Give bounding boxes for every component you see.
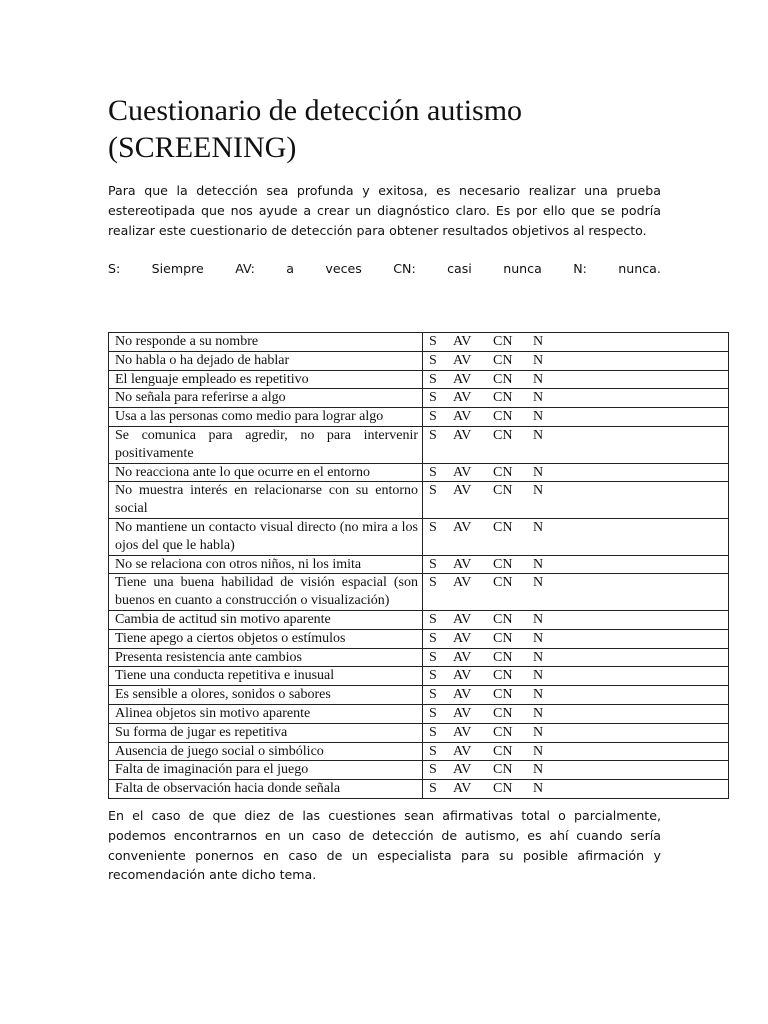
question-text: Su forma de jugar es repetitiva: [109, 723, 423, 742]
answer-option-cn: CN: [493, 687, 513, 703]
answer-option-av: AV: [453, 781, 472, 797]
question-row: [109, 370, 729, 389]
answer-option-s: S: [429, 427, 437, 443]
answer-options: [423, 667, 729, 686]
answer-option-n: N: [533, 556, 544, 572]
legend-token: Siempre: [151, 261, 204, 276]
answer-option-av: AV: [453, 705, 472, 721]
answer-option-av: AV: [453, 687, 472, 703]
answer-options: [423, 704, 729, 723]
answer-option-n: N: [533, 519, 544, 535]
question-row: [109, 463, 729, 482]
answer-option-s: S: [429, 630, 437, 646]
answer-option-s: S: [429, 334, 437, 349]
answer-legend: [108, 259, 661, 278]
answer-option-s: S: [429, 519, 437, 535]
question-text: Falta de imaginación para el juego: [109, 761, 423, 780]
answer-option-av: AV: [453, 427, 472, 443]
legend-token: a: [286, 261, 294, 276]
answer-option-cn: CN: [493, 630, 513, 646]
question-text: Falta de observación hacia donde señala: [109, 780, 423, 799]
question-row: [109, 351, 729, 370]
legend-token: N:: [573, 261, 587, 276]
answer-option-av: AV: [453, 575, 472, 591]
question-row: [109, 686, 729, 705]
title-line-1: Cuestionario de detección autismo: [108, 94, 523, 127]
question-text: Tiene una buena habilidad de visión espacial (son buenos en cuanto a construcción o visualización): [109, 574, 423, 611]
question-text: No responde a su nombre: [109, 333, 423, 352]
answer-options: [423, 648, 729, 667]
questionnaire-table: [108, 332, 729, 799]
question-text: El lenguaje empleado es repetitivo: [109, 370, 423, 389]
answer-options: [423, 629, 729, 648]
question-text: Es sensible a olores, sonidos o sabores: [109, 686, 423, 705]
question-row: [109, 629, 729, 648]
answer-option-n: N: [533, 483, 544, 499]
question-row: [109, 610, 729, 629]
answer-options: [423, 761, 729, 780]
question-row: [109, 648, 729, 667]
answer-options: [423, 610, 729, 629]
answer-option-s: S: [429, 371, 437, 387]
answer-options: [423, 463, 729, 482]
answer-options: [423, 351, 729, 370]
question-row: [109, 482, 729, 519]
answer-option-av: AV: [453, 371, 472, 387]
question-text: Usa a las personas como medio para lograr algo: [109, 408, 423, 427]
answer-option-cn: CN: [493, 483, 513, 499]
answer-options: [423, 408, 729, 427]
answer-option-n: N: [533, 649, 544, 665]
answer-option-s: S: [429, 687, 437, 703]
answer-option-n: N: [533, 743, 544, 759]
answer-option-s: S: [429, 743, 437, 759]
answer-option-cn: CN: [493, 464, 513, 480]
legend-token: veces: [325, 261, 362, 276]
answer-option-av: AV: [453, 519, 472, 535]
question-text: No habla o ha dejado de hablar: [109, 351, 423, 370]
answer-option-s: S: [429, 483, 437, 499]
question-row: [109, 704, 729, 723]
legend-token: nunca: [503, 261, 542, 276]
question-text: Alinea objetos sin motivo aparente: [109, 704, 423, 723]
answer-option-n: N: [533, 390, 544, 406]
answer-option-s: S: [429, 409, 437, 425]
answer-option-cn: CN: [493, 371, 513, 387]
answer-options: [423, 555, 729, 574]
answer-option-cn: CN: [493, 390, 513, 406]
answer-option-cn: CN: [493, 334, 513, 349]
answer-option-n: N: [533, 464, 544, 480]
answer-option-cn: CN: [493, 724, 513, 740]
answer-options: [423, 574, 729, 611]
answer-options: [423, 723, 729, 742]
answer-option-av: AV: [453, 611, 472, 627]
question-text: No mantiene un contacto visual directo (no mira a los ojos del que le habla): [109, 518, 423, 555]
answer-option-av: AV: [453, 390, 472, 406]
answer-options: [423, 518, 729, 555]
answer-options: [423, 742, 729, 761]
answer-option-n: N: [533, 705, 544, 721]
answer-option-cn: CN: [493, 668, 513, 684]
answer-option-n: N: [533, 575, 544, 591]
answer-option-s: S: [429, 649, 437, 665]
question-text: Cambia de actitud sin motivo aparente: [109, 610, 423, 629]
answer-option-s: S: [429, 781, 437, 797]
answer-option-n: N: [533, 334, 544, 349]
answer-option-n: N: [533, 352, 544, 368]
answer-options: [423, 333, 729, 352]
answer-option-n: N: [533, 687, 544, 703]
answer-option-n: N: [533, 611, 544, 627]
question-text: No señala para referirse a algo: [109, 389, 423, 408]
answer-option-n: N: [533, 668, 544, 684]
answer-option-cn: CN: [493, 649, 513, 665]
answer-options: [423, 482, 729, 519]
answer-option-cn: CN: [493, 705, 513, 721]
answer-option-av: AV: [453, 464, 472, 480]
answer-option-s: S: [429, 390, 437, 406]
answer-option-n: N: [533, 409, 544, 425]
question-text: Ausencia de juego social o simbólico: [109, 742, 423, 761]
legend-token: AV:: [235, 261, 255, 276]
question-text: Tiene apego a ciertos objetos o estímulos: [109, 629, 423, 648]
question-row: [109, 761, 729, 780]
answer-option-n: N: [533, 781, 544, 797]
answer-option-av: AV: [453, 724, 472, 740]
answer-option-av: AV: [453, 483, 472, 499]
question-row: [109, 667, 729, 686]
answer-option-cn: CN: [493, 427, 513, 443]
answer-options: [423, 426, 729, 463]
answer-option-cn: CN: [493, 556, 513, 572]
answer-option-s: S: [429, 556, 437, 572]
closing-paragraph: En el caso de que diez de las cuestiones sean afirmativas total o parcialmente, podemos encontrarnos en un caso de detección de autismo, es ahí cuando sería conveniente ponernos en caso de un especialista para su posible afirmación y recomendación ante dicho tema.: [108, 808, 661, 883]
question-row: [109, 723, 729, 742]
answer-option-n: N: [533, 724, 544, 740]
questionnaire-body: [109, 333, 729, 799]
answer-option-cn: CN: [493, 519, 513, 535]
answer-option-av: AV: [453, 334, 472, 349]
intro-paragraph: Para que la detección sea profunda y exitosa, es necesario realizar una prueba estereotipada que nos ayude a crear un diagnóstico claro. Es por ello que se podría realizar este cuestionario de detección para obtener resultados objetivos al respecto.: [108, 183, 661, 238]
question-row: [109, 389, 729, 408]
answer-option-s: S: [429, 705, 437, 721]
answer-options: [423, 389, 729, 408]
question-text: No se relaciona con otros niños, ni los imita: [109, 555, 423, 574]
answer-option-av: AV: [453, 630, 472, 646]
question-row: [109, 780, 729, 799]
answer-option-s: S: [429, 668, 437, 684]
answer-option-s: S: [429, 762, 437, 778]
answer-option-av: AV: [453, 556, 472, 572]
answer-option-av: AV: [453, 649, 472, 665]
answer-option-n: N: [533, 371, 544, 387]
answer-option-cn: CN: [493, 575, 513, 591]
answer-option-s: S: [429, 464, 437, 480]
answer-option-s: S: [429, 352, 437, 368]
legend-token: nunca.: [618, 261, 661, 276]
answer-options: [423, 686, 729, 705]
legend-token: S:: [108, 261, 121, 276]
answer-option-av: AV: [453, 352, 472, 368]
answer-option-cn: CN: [493, 352, 513, 368]
question-row: [109, 742, 729, 761]
question-row: [109, 408, 729, 427]
question-row: [109, 555, 729, 574]
question-text: Tiene una conducta repetitiva e inusual: [109, 667, 423, 686]
question-row: [109, 333, 729, 352]
question-row: [109, 574, 729, 611]
answer-option-cn: CN: [493, 409, 513, 425]
answer-option-cn: CN: [493, 781, 513, 797]
legend-token: casi: [447, 261, 472, 276]
answer-options: [423, 370, 729, 389]
answer-option-cn: CN: [493, 611, 513, 627]
answer-option-cn: CN: [493, 743, 513, 759]
answer-option-n: N: [533, 427, 544, 443]
question-text: No reacciona ante lo que ocurre en el entorno: [109, 463, 423, 482]
title-line-2: (SCREENING): [108, 131, 297, 164]
answer-options: [423, 780, 729, 799]
answer-option-av: AV: [453, 743, 472, 759]
answer-option-av: AV: [453, 668, 472, 684]
page-title: [108, 92, 668, 166]
answer-option-s: S: [429, 611, 437, 627]
answer-option-s: S: [429, 575, 437, 591]
question-text: No muestra interés en relacionarse con su entorno social: [109, 482, 423, 519]
answer-option-cn: CN: [493, 762, 513, 778]
answer-option-n: N: [533, 762, 544, 778]
question-row: [109, 518, 729, 555]
answer-option-s: S: [429, 724, 437, 740]
legend-token: CN:: [393, 261, 416, 276]
answer-option-av: AV: [453, 762, 472, 778]
question-text: Se comunica para agredir, no para intervenir positivamente: [109, 426, 423, 463]
answer-option-n: N: [533, 630, 544, 646]
question-text: Presenta resistencia ante cambios: [109, 648, 423, 667]
question-row: [109, 426, 729, 463]
answer-option-av: AV: [453, 409, 472, 425]
